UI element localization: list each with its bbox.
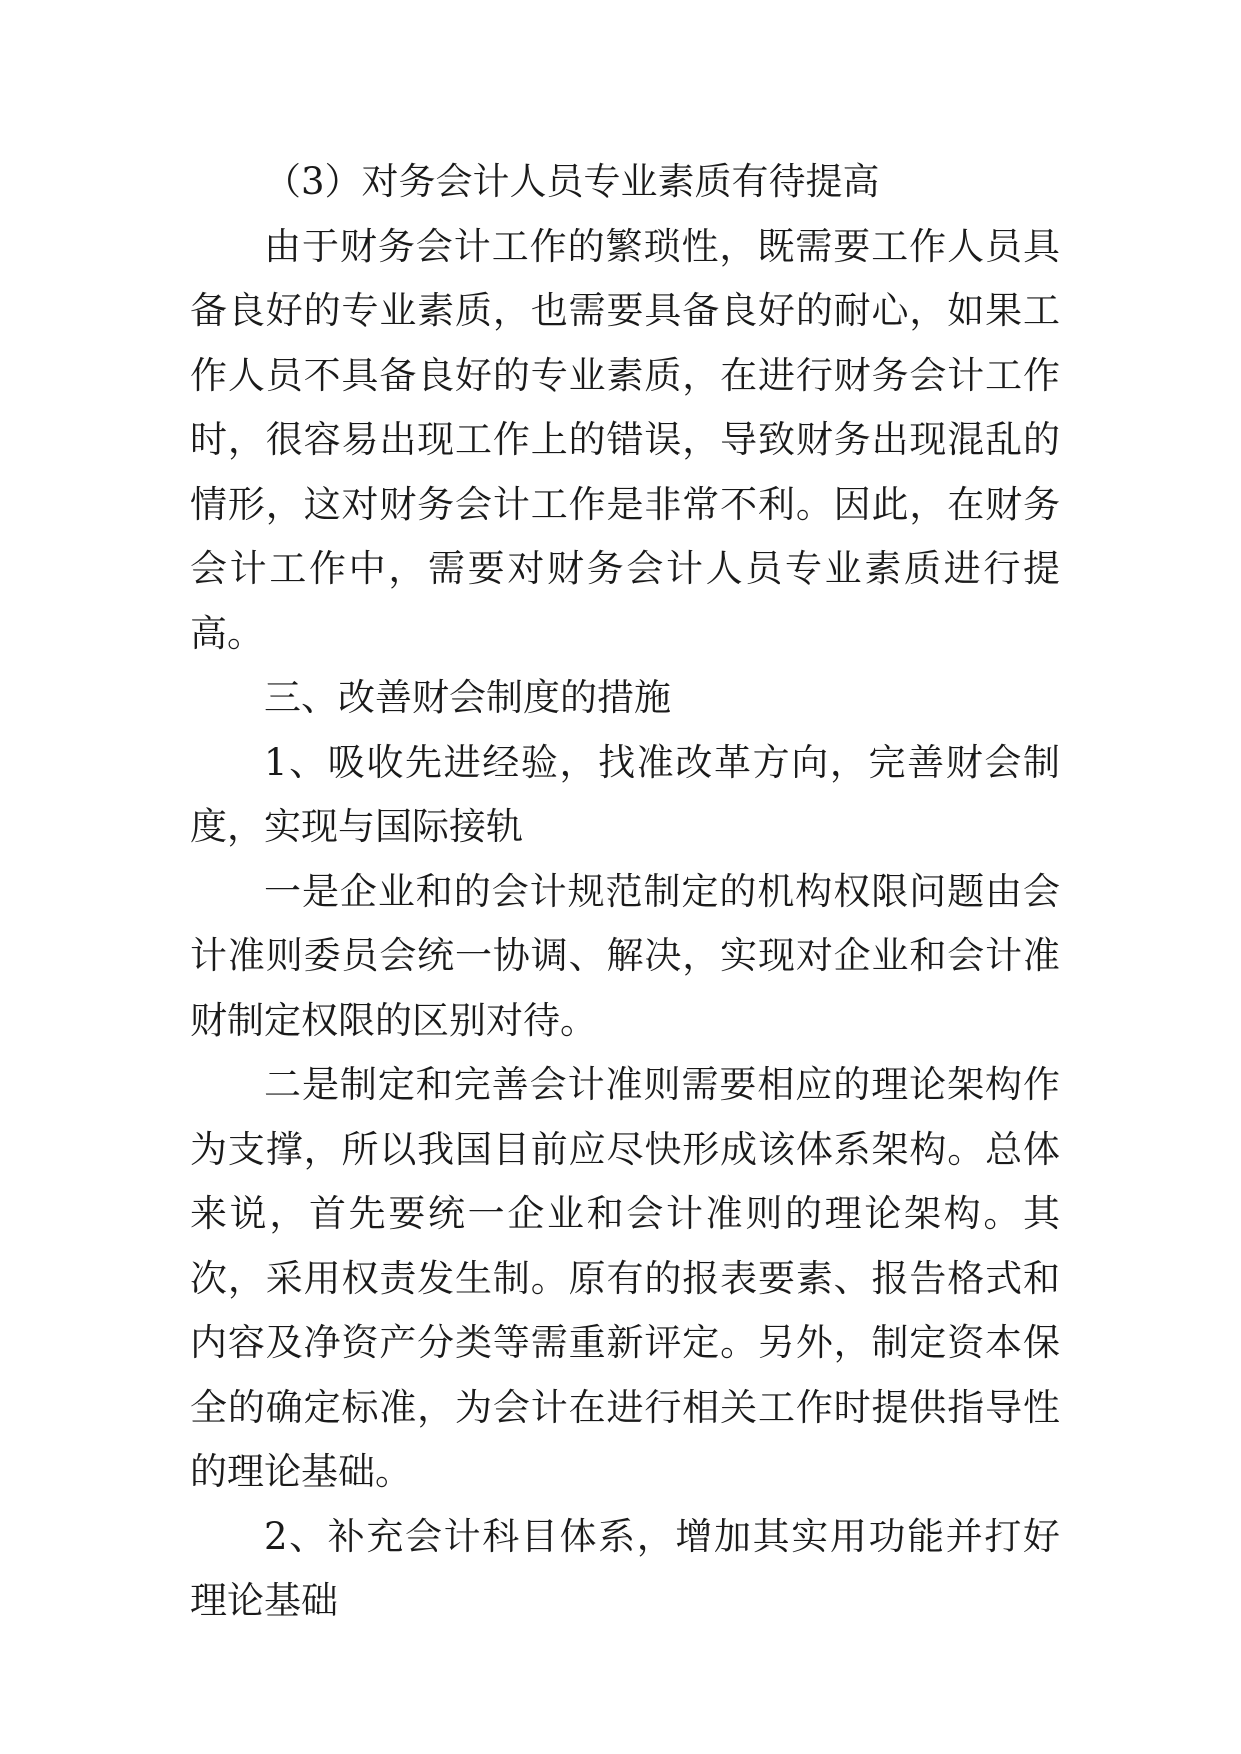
document-body xyxy=(190,150,1060,1634)
body-paragraph: 由于财务会计工作的繁琐性，既需要工作人员具备良好的专业素质，也需要具备良好的耐心，如果工作人员不具备良好的专业素质，在进行财务会计工作时，很容易出现工作上的错误，导致财务出现混乱的情形，这对财务会计工作是非常不利。因此，在财务会计工作中，需要对财务会计人员专业素质进行提高。 xyxy=(190,224,1060,655)
section-heading-3: 三、改善财会制度的措施 xyxy=(264,676,671,719)
body-paragraph: 一是企业和的会计规范制定的机构权限问题由会计准则委员会统一协调、解决，实现对企业和会计准财制定权限的区别对待。 xyxy=(190,869,1060,1042)
body-paragraph: 二是制定和完善会计准则需要相应的理论架构作为支撑，所以我国目前应尽快形成该体系架构。总体来说，首先要统一企业和会计准则的理论架构。其次，采用权责发生制。原有的报表要素、报告格式和内容及净资产分类等需重新评定。另外，制定资本保全的确定标准，为会计在进行相关工作时提供指导性的理论基础。 xyxy=(190,1063,1060,1493)
subheading-3: （3）对务会计人员专业素质有待提高 xyxy=(264,160,880,203)
subheading-1: 1、吸收先进经验，找准改革方向，完善财会制度，实现与国际接轨 xyxy=(190,740,1060,848)
subheading-2: 2、补充会计科目体系，增加其实用功能并打好理论基础 xyxy=(190,1514,1060,1622)
